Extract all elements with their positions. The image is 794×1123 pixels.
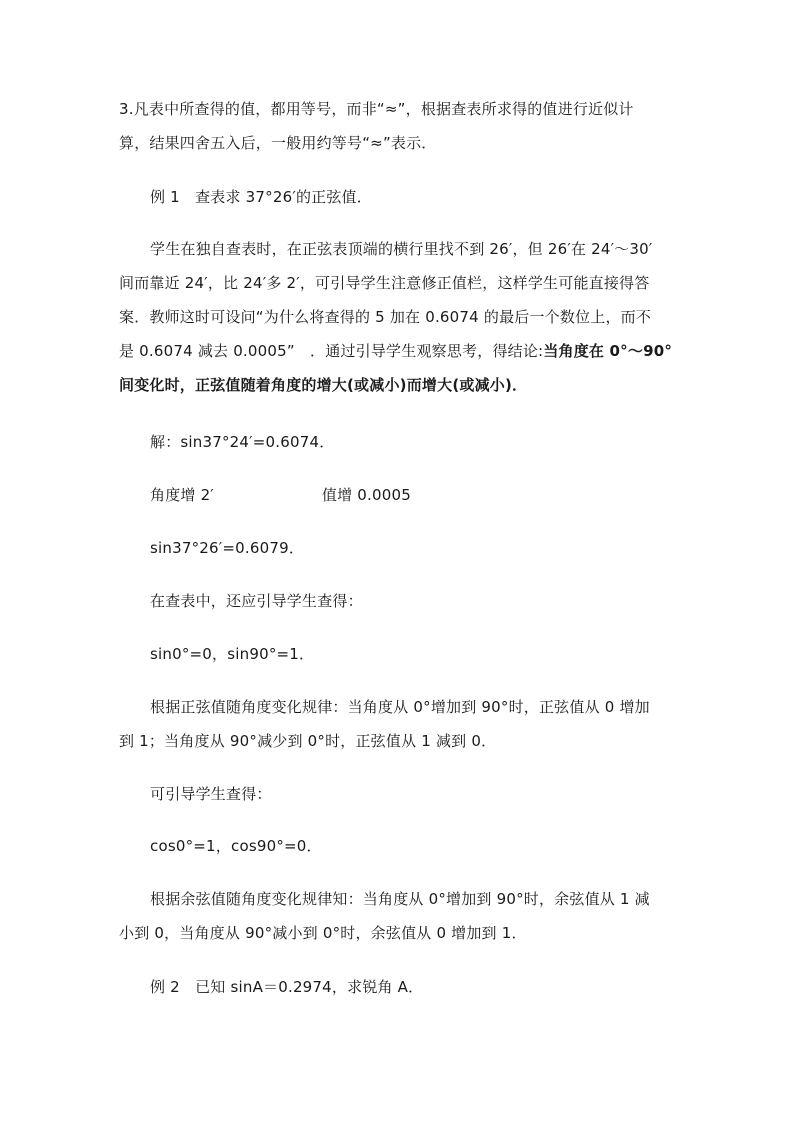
- text-line: 案．教师这时可设问“为什么将查得的 5 加在 0.6074 的最后一个数位上，而不: [119, 308, 652, 326]
- text-line: 算，结果四舍五入后，一般用约等号“≈”表示．: [119, 134, 437, 152]
- text-line: 学生在独自查表时，在正弦表顶端的横行里找不到 26′，但 26′在 24′～30′: [150, 240, 653, 258]
- example-2-heading: 例 2 已知 sinA＝0.2974，求锐角 A．: [150, 978, 424, 996]
- text-line: [119, 334, 675, 368]
- sine-boundary-values: sin0°=0，sin90°=1．: [150, 645, 315, 663]
- paragraph-lookup-explanation: [119, 232, 675, 402]
- solution-step-1: 解：sin37°24′=0.6074．: [150, 433, 335, 451]
- text-line: 间而靠近 24′，比 24′多 2′，可引导学生注意修正值栏，这样学生可能直接得答: [119, 274, 650, 292]
- angle-increment: 角度增 2′: [150, 486, 214, 504]
- increment-row: [119, 478, 675, 512]
- conclusion-bold-text: 当角度在 0°～90°: [543, 342, 673, 360]
- text-line: 根据正弦值随角度变化规律：当角度从 0°增加到 90°时，正弦值从 0 增加: [150, 698, 650, 716]
- paragraph-guide-cosine: 可引导学生查得：: [150, 785, 272, 803]
- conclusion-bold-text: 间变化时，正弦值随着角度的增大(或减小)而增大(或减小)．: [119, 376, 528, 394]
- cosine-boundary-values: cos0°=1，cos90°=0．: [150, 837, 322, 855]
- paragraph-cosine-rule: [119, 882, 675, 950]
- text-line: 根据余弦值随角度变化规律知：当角度从 0°增加到 90°时，余弦值从 1 减: [150, 890, 650, 908]
- paragraph-rounding-rule: [119, 92, 675, 160]
- text-segment: 是 0.6074 减去 0.0005” ．通过引导学生观察思考，得结论:: [119, 342, 544, 360]
- paragraph-sine-rule: [119, 690, 675, 758]
- solution-step-2: sin37°26′=0.6079．: [150, 539, 305, 557]
- text-line: 到 1；当角度从 90°减少到 0°时，正弦值从 1 减到 0．: [119, 732, 497, 750]
- text-line: 3.凡表中所查得的值，都用等号，而非“≈”，根据查表所求得的值进行近似计: [119, 100, 634, 118]
- value-increment: 值增 0.0005: [321, 486, 411, 504]
- paragraph-guide-lookup: 在查表中，还应引导学生查得：: [150, 592, 363, 610]
- text-line: 小到 0，当角度从 90°减小到 0°时，余弦值从 0 增加到 1．: [119, 924, 527, 942]
- example-1-heading: 例 1 查表求 37°26′的正弦值．: [150, 188, 372, 206]
